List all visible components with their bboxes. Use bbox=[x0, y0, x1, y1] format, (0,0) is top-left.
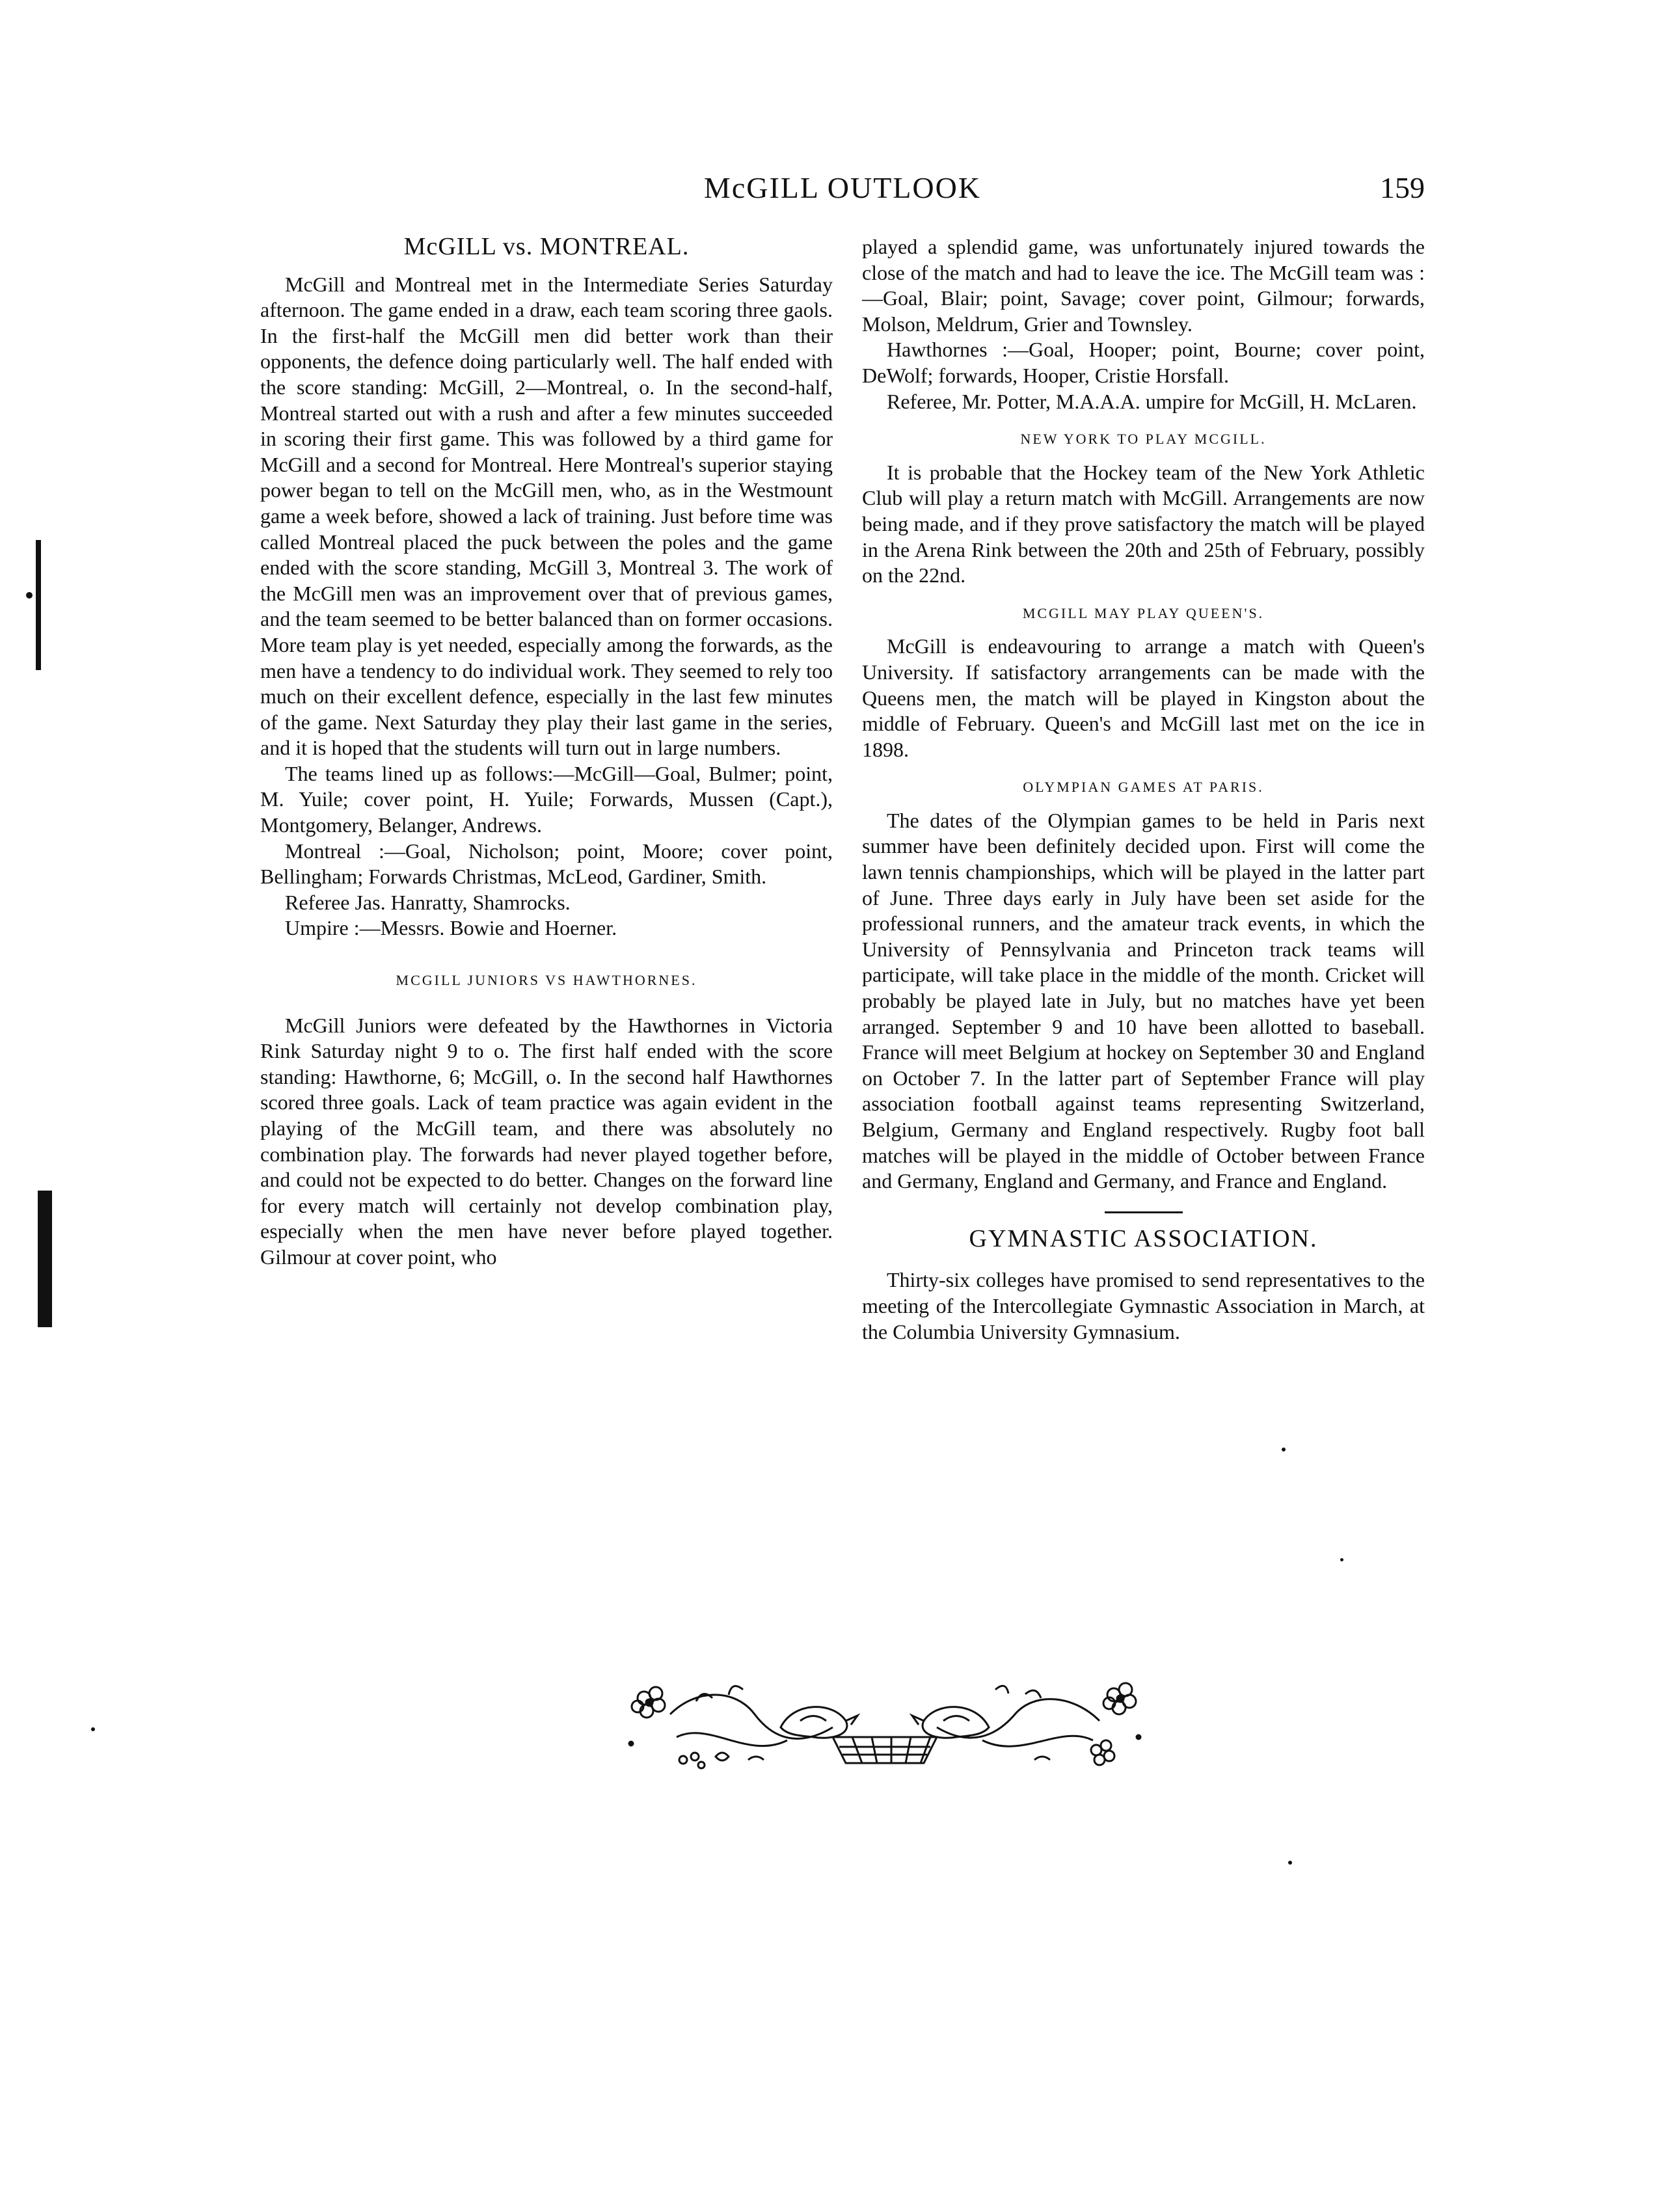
page-header bbox=[260, 170, 1425, 216]
article-title-mcgill-vs-montreal: McGILL vs. MONTREAL. bbox=[403, 233, 690, 260]
right-column bbox=[862, 234, 1425, 1345]
section-divider bbox=[1105, 1211, 1183, 1213]
subhead-juniors-vs-hawthornes: MCGILL JUNIORS VS HAWTHORNES. bbox=[396, 972, 697, 989]
margin-mark bbox=[1282, 1448, 1286, 1451]
paragraph: Hawthornes :—Goal, Hooper; point, Bourne; cover point, DeWolf; forwards, Hooper, Cristie Horsfall. bbox=[862, 338, 1425, 387]
paragraph: It is probable that the Hockey team of the New York Athletic Club will play a return match with McGill. Arrangements are now being made, and if they prove satisfactory the match will be played in the Arena Rink between the 20th and 25th of February, possibly on the 22nd. bbox=[862, 460, 1425, 587]
paragraph: Umpire :—Messrs. Bowie and Hoerner. bbox=[285, 916, 617, 940]
paragraph: Montreal :—Goal, Nicholson; point, Moore; cover point, Bellingham; Forwards Christmas, McLeod, Gardiner, Smith. bbox=[260, 839, 833, 889]
margin-mark bbox=[1340, 1558, 1343, 1561]
margin-mark bbox=[91, 1727, 95, 1731]
subhead-new-york-to-play-mcgill: NEW YORK TO PLAY MCGILL. bbox=[1020, 431, 1267, 448]
margin-mark bbox=[36, 540, 41, 670]
paragraph: played a splendid game, was unfortunately injured towards the close of the match and had to leave the ice. The McGill team was :—Goal, Blair; point, Savage; cover point, Gilmour; forwards, Molson, Meldrum, Grier and Townsley. bbox=[862, 235, 1425, 336]
section-title-gymnastic-association: GYMNASTIC ASSOCIATION. bbox=[969, 1224, 1318, 1252]
floral-bird-ornament-icon bbox=[618, 1675, 1152, 1773]
subhead-mcgill-may-play-queens: MCGILL MAY PLAY QUEEN'S. bbox=[1022, 604, 1265, 621]
margin-mark bbox=[38, 1191, 52, 1327]
subhead-olympian-games-at-paris: OLYMPIAN GAMES AT PARIS. bbox=[1023, 779, 1264, 796]
paragraph: The dates of the Olympian games to be held in Paris next summer have been definitely decided upon. First will come the lawn tennis championships, which will be played in the latter part of June. Three days early in July have been set aside for the professional runners, and the amateur track events, in which the University of Pennsylvania and Princeton track teams will participate, will take place in the middle of the month. Cricket will probably be played late in July, but no matches have yet been arranged. September 9 and 10 have been allotted to baseball. France will meet Belgium at hockey on September 30 and England on October 7. In the latter part of September France will play association football against teams representing Switzerland, Belgium, Germany and England respectively. Rugby foot ball matches will be played in the middle of October between France and Germany, England and Germany, and France and England. bbox=[862, 808, 1425, 1193]
paragraph: McGill is endeavouring to arrange a match with Queen's University. If satisfactory arrangements can be made with the Queens men, the match will be played in Kingston about the middle of February. Queen's and McGill last met on the ice in 1898. bbox=[862, 634, 1425, 761]
page-number: 159 bbox=[1380, 171, 1425, 204]
paragraph: Referee Jas. Hanratty, Shamrocks. bbox=[285, 890, 571, 914]
paragraph: McGill and Montreal met in the Intermediate Series Saturday afternoon. The game ended in a draw, each team scoring three gaols. In the first-half the McGill men did better work than their opponents, the defence doing particularly well. The half ended with the score standing: McGill, 2—Montreal, o. In the second-half, Montreal started out with a rush and after a few minutes succeeded in scoring their first game. This was followed by a third game for McGill and a second for Montreal. Here Montreal's superior staying power began to tell on the McGill men, who, as in the Westmount game a week before, showed a lack of training. Just before time was called Montreal placed the puck between the poles and the game ended with the score standing, McGill 3, Montreal 3. The work of the McGill men was an improvement over that of previous games, and the team seemed to be better balanced than on former occasions. More team play is yet needed, especially among the forwards, as the men have a tendency to do individual work. They seemed to rely too much on their excellent defence, especially in the last few minutes of the game. Next Saturday they play their last game in the series, and it is hoped that the students will turn out in large numbers. bbox=[260, 272, 833, 760]
margin-mark bbox=[1288, 1861, 1292, 1865]
paragraph: Referee, Mr. Potter, M.A.A.A. umpire for McGill, H. McLaren. bbox=[887, 389, 1417, 413]
paragraph: Thirty-six colleges have promised to send representatives to the meeting of the Intercollegiate Gymnastic Association in March, at the Columbia University Gymnasium. bbox=[862, 1268, 1425, 1343]
paragraph: McGill Juniors were defeated by the Hawthornes in Victoria Rink Saturday night 9 to o. The first half ended with the score standing: Hawthorne, 6; McGill, o. In the second half Hawthornes scored three goals. Lack of team practice was again evident in the playing of the McGill team, and there was absolutely no combination play. The forwards had never played together before, and could not be expected to do better. Changes on the forward line for every match will certainly not develop combination play, especially when the men have never before played together. Gilmour at cover point, who bbox=[260, 1013, 833, 1269]
margin-mark bbox=[26, 592, 33, 599]
paragraph: The teams lined up as follows:—McGill—Goal, Bulmer; point, M. Yuile; cover point, H. Yuile; Forwards, Mussen (Capt.), Montgomery, Belanger, Andrews. bbox=[260, 761, 833, 837]
running-title: McGILL OUTLOOK bbox=[703, 171, 982, 204]
left-column bbox=[260, 234, 833, 1271]
